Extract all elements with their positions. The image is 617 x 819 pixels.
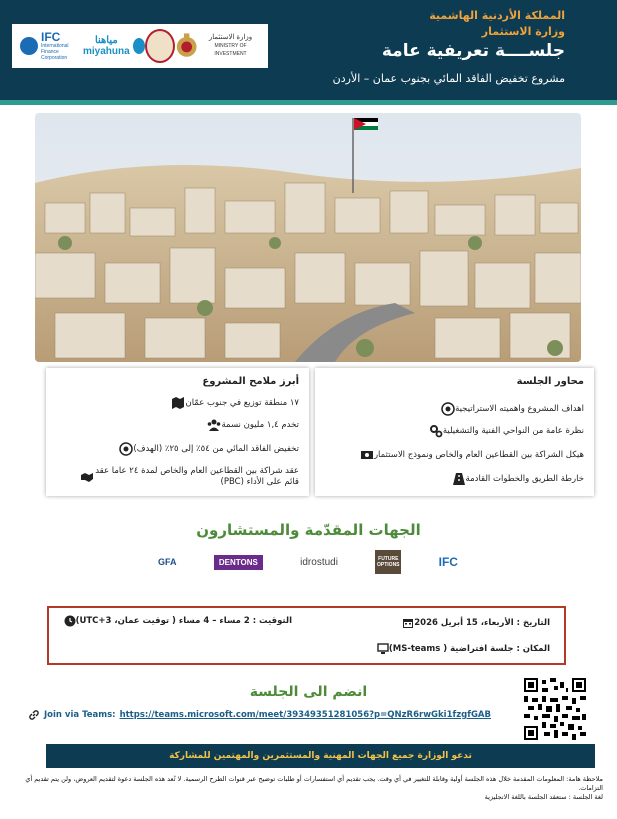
crest-icon [145,29,175,63]
axis-item [354,448,584,462]
join-label: Join via Teams: [44,710,116,720]
dentons-logo: DENTONS [214,555,263,570]
ifc-logo-subtext: International Finance Corporation [41,43,69,61]
partners-logo-row [158,549,458,575]
water-drop-icon [133,38,145,54]
project-features-card [46,368,309,496]
moi-arabic: وزارة الاستثمار [208,34,253,41]
miyahuna-english: miyahuna [83,46,130,57]
invitation-banner: تدعو الوزارة جميع الجهات المهنية والمستثمرين والمهتمين للمشاركة [46,744,595,768]
place-item [371,643,550,655]
disclaimer-text: ملاحظة هامة: المعلومات المقدمة خلال هذه الجلسة أولية وقابلة للتغيير في أي وقت. يجب تقديم أي استفسارات أو طلبات توضيح عبر قنوات الطرح الرسمية. لا تُعد هذه الجلسة دعوة لتقديم العروض، ولن يتم تقديم أي التزامات. [25,775,603,792]
ifc-partner-logo: IFC [438,555,458,569]
map-icon [171,396,185,410]
page-subtitle: مشروع تخفيض الفاقد المائي بجنوب عمان – الأردن [332,72,565,85]
ifc-logo-text: IFC [41,30,61,44]
partners-title: الجهات المقدّمة والمستشارون [196,521,421,539]
monitor-icon [377,643,389,655]
presentation-icon [360,448,374,462]
future-options-logo: FUTURE OPTIONS [375,550,401,574]
amman-cityscape-photo [35,113,581,362]
target-icon [441,402,455,416]
axis-item [423,424,584,438]
feature-item-text: تخدم ١,٤ مليون نسمة [221,419,299,430]
disclaimer-note [13,775,603,802]
feature-item [113,442,299,456]
ministry-investment-logo [175,31,260,61]
session-details-box [47,606,566,665]
project-features-title: أبرز ملامح المشروع [202,376,299,387]
time-item [58,615,292,627]
feature-item-text: عقد شراكة بين القطاعين العام والخاص لمدة ٢٤ عاما عقد قائم على الأداء (PBC) [95,466,299,487]
road-icon [452,472,466,486]
join-title: انضم الى الجلسة [249,684,368,700]
axis-item-text: خارطة الطريق والخطوات القادمة [465,473,584,484]
qr-code[interactable] [524,678,586,740]
ifc-logo [20,31,83,61]
session-place: المكان : جلسة افتراضية ( MS-teams) [388,644,550,654]
handshake-icon [80,470,94,484]
axis-item-text: اهداف المشروع واهميته الاستراتيجية [455,403,584,414]
ifc-globe-icon [20,37,38,55]
feature-item-text: ١٧ منطقة توزيع في جنوب عمّان [185,397,299,408]
date-item [396,617,550,629]
gears-icon [429,424,443,438]
people-icon [207,418,221,432]
page-title: جلســــة تعريفية عامة [381,41,565,61]
session-date: التاريخ : الأربعاء، 15 أبريل 2026 [414,618,550,628]
axis-item-text: هيكل الشراكة بين القطاعين العام والخاص ونموذج الاستثمار [373,449,584,460]
header-accent-strip [0,100,617,105]
link-icon [28,709,40,721]
miyahuna-arabic: مياهنا [94,35,118,46]
axis-item [446,472,584,486]
feature-item [201,418,299,432]
feature-item-text: تخفيض الفاقد المائي من ٥٤٪ إلى ٢٥٪ (الهدف) [133,443,299,454]
ministry-name: وزارة الاستثمار [481,25,565,38]
idrostudi-logo: idrostudi [300,556,338,568]
jordan-emblem-icon [175,31,198,61]
moi-english: MINISTRY OF INVESTMENT [214,43,247,57]
axis-item [435,402,584,416]
kingdom-name: المملكة الأردنية الهاشمية [429,9,565,22]
session-axes-card [315,368,594,496]
axis-item-text: نظرة عامة من النواحي الفنية والتشغيلية [442,425,584,436]
target-icon [119,442,133,456]
teams-meeting-link[interactable]: https://teams.microsoft.com/meet/39349351281056?p=QNzR6rwGki1fzgfGAB [119,710,491,720]
session-language-text: لغة الجلسة : ستعقد الجلسة باللغة الانجليزية [484,793,603,801]
ministry-water-crest [145,29,175,63]
session-time: التوقيت : 2 مساء – 4 مساء ( توقيت عمان، UTC+3) [75,616,292,626]
logo-bar [12,24,268,68]
miyahuna-logo [83,35,145,57]
feature-item [74,466,299,488]
clock-icon [64,615,76,627]
feature-item [165,396,299,410]
calendar-icon [402,617,414,629]
join-link-row [28,709,491,721]
gfa-logo: GFA [158,557,177,567]
session-axes-title: محاور الجلسة [516,376,584,387]
